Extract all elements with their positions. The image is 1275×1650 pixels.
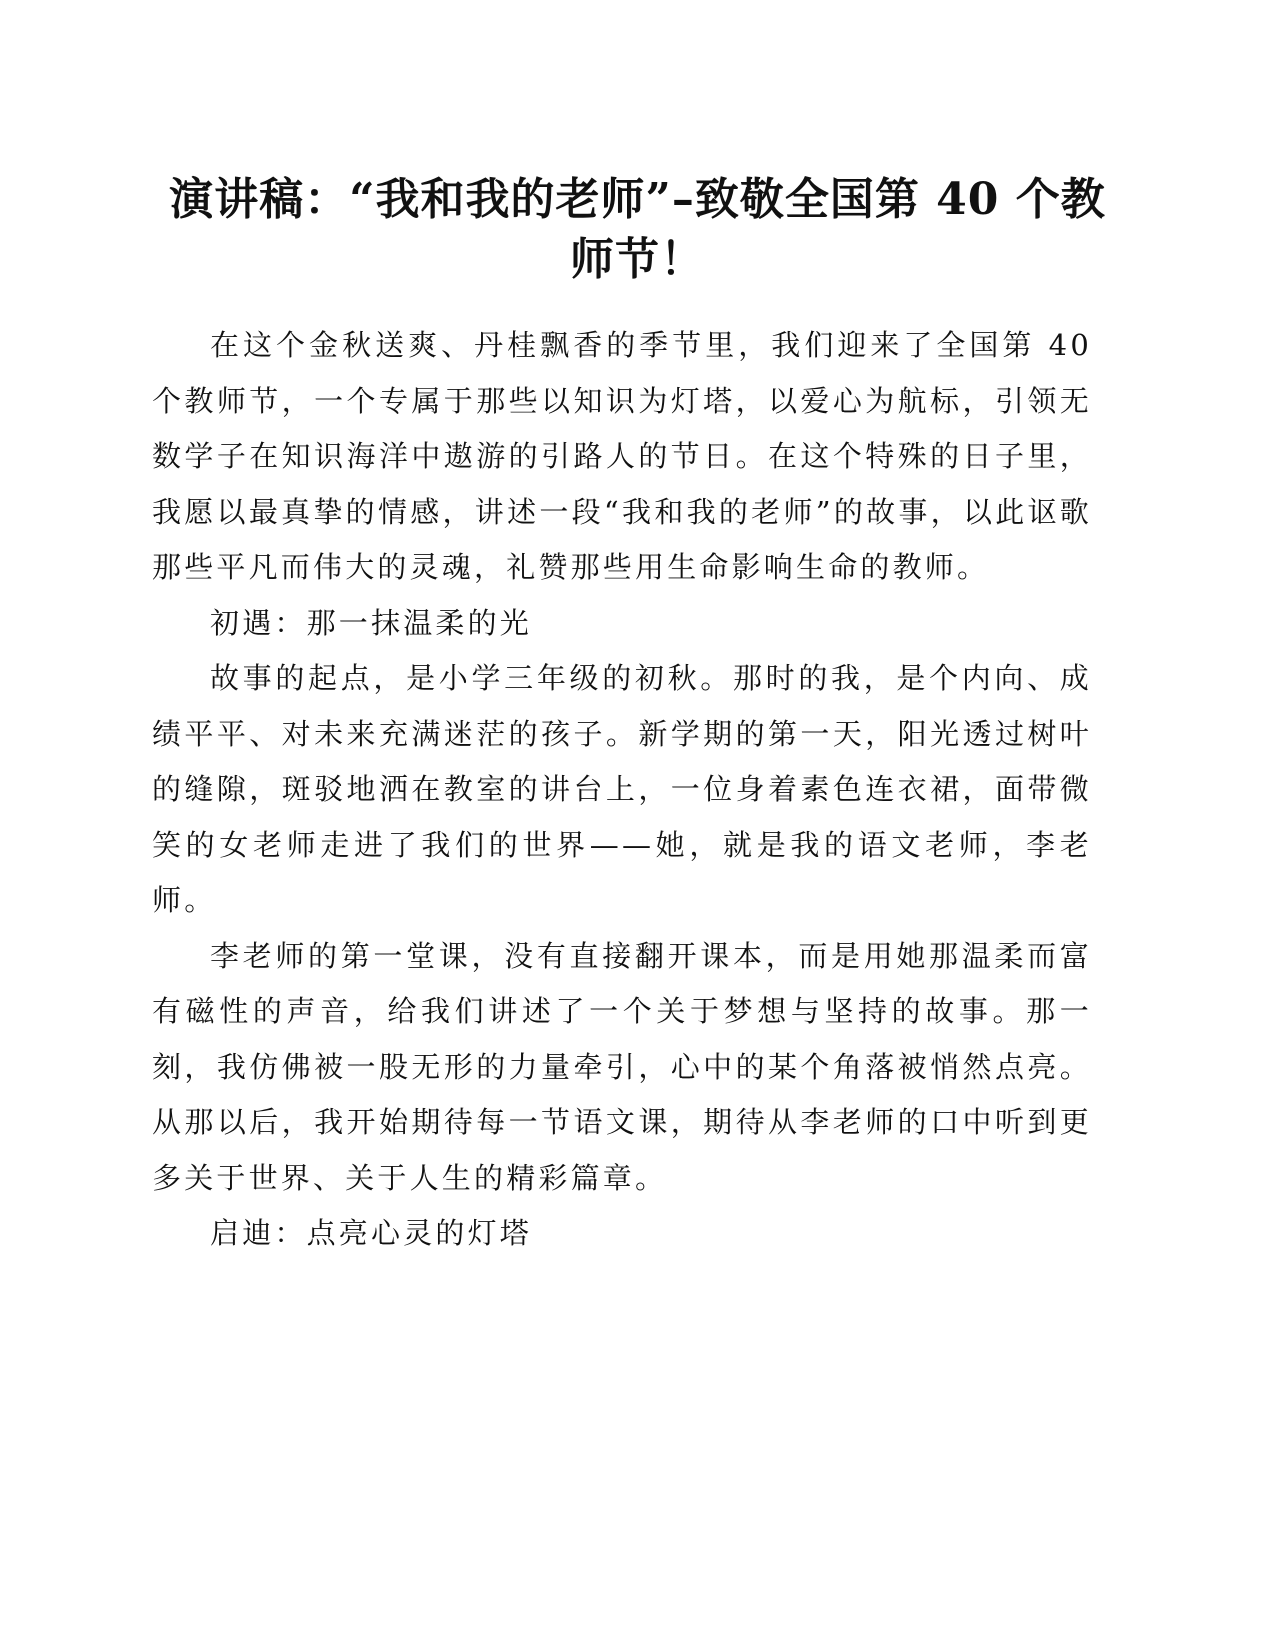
paragraph-intro: 在这个金秋送爽、丹桂飘香的季节里，我们迎来了全国第 40 个教师节，一个专属于那些以知识为灯塔，以爱心为航标，引领无数学子在知识海洋中遨游的引路人的节日。在这个特殊的日子里，我愿以最真挚的情感，讲述一段“我和我的老师”的故事，以此讴歌那些平凡而伟大的灵魂，礼赞那些用生命影响生命的教师。	[152, 328, 1092, 584]
paragraph-first-lesson: 李老师的第一堂课，没有直接翻开课本，而是用她那温柔而富有磁性的声音，给我们讲述了一个关于梦想与坚持的故事。那一刻，我仿佛被一股无形的力量牵引，心中的某个角落被悄然点亮。从那以后，我开始期待每一节语文课，期待从李老师的口中听到更多关于世界、关于人生的精彩篇章。	[152, 938, 1092, 1195]
document-body	[152, 318, 1092, 1262]
paragraph-story-start: 故事的起点，是小学三年级的初秋。那时的我，是个内向、成绩平平、对未来充满迷茫的孩子。新学期的第一天，阳光透过树叶的缝隙，斑驳地洒在教室的讲台上，一位身着素色连衣裙，面带微笑的女老师走进了我们的世界——她，就是我的语文老师，李老师。	[152, 661, 1092, 917]
page-title: 演讲稿：“我和我的老师”–致敬全国第 40 个教师节！	[169, 174, 1106, 285]
section-heading-inspiration: 启迪：点亮心灵的灯塔	[210, 1216, 533, 1250]
section-heading-first-meeting: 初遇：那一抹温柔的光	[210, 605, 533, 640]
